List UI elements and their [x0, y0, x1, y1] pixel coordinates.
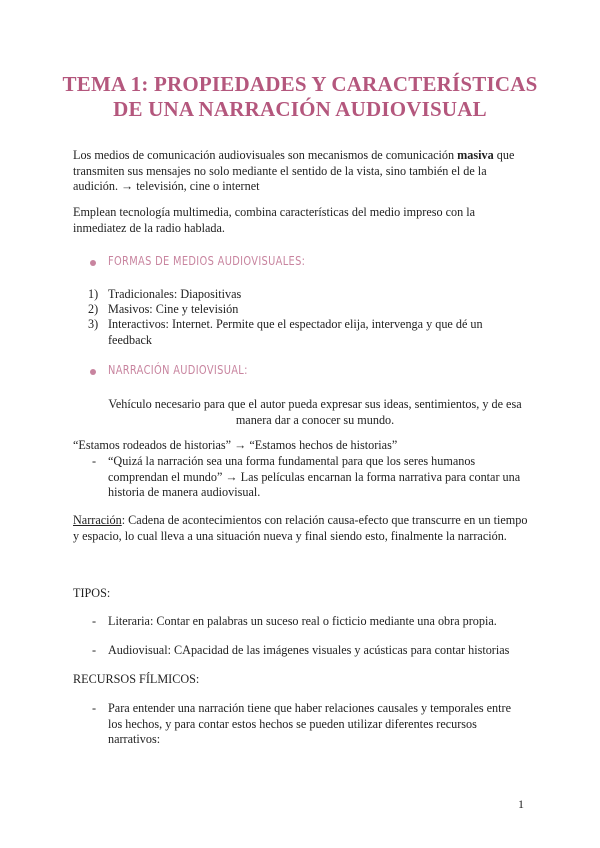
- dash-marker: -: [92, 701, 97, 715]
- multimedia-paragraph: Emplean tecnología multimedia, combina características del medio impreso con la inmediatez de la radio hablada.: [73, 205, 476, 235]
- narracion-paragraph: Narración: Cadena de acontecimientos con relación causa-efecto que transcurre en un tiempo y espacio, lo cual lleva a una situación nueva y final siendo esto, finalmente la narración.: [73, 513, 528, 543]
- title-line-1: TEMA 1: PROPIEDADES Y CARACTERÍSTICAS: [62, 72, 538, 96]
- page-number: 1: [518, 797, 524, 811]
- quote-line: “Estamos rodeados de historias” → “Estamos hechos de historias”: [73, 438, 398, 452]
- tipos-heading: TIPOS:: [73, 586, 111, 600]
- narracion-definition: Vehículo necesario para que el autor pueda expresar sus ideas, sentimientos, y de esa manera dar a conocer su mundo.: [108, 397, 522, 427]
- narracion-term: Narración: [73, 513, 122, 527]
- intro-paragraph: Los medios de comunicación audiovisuales son mecanismos de comunicación masiva que transmiten sus mensajes no solo mediante el sentido de la vista, sino también el de la audición. → televisión, cine o internet: [73, 148, 515, 193]
- tipos-item-audiovisual: Audiovisual: CApacidad de las imágenes visuales y acústicas para contar historias: [108, 643, 510, 657]
- bold-word: masiva: [457, 148, 494, 162]
- title-line-2: DE UNA NARRACIÓN AUDIOVISUAL: [113, 97, 487, 121]
- bullet-dot-icon: [90, 260, 96, 266]
- recursos-heading: RECURSOS FÍLMICOS:: [73, 672, 200, 686]
- bullet-dot-icon: [90, 369, 96, 375]
- tipos-item-literaria: Literaria: Contar en palabras un suceso real o ficticio mediante una obra propia.: [108, 614, 497, 628]
- dash-marker: -: [92, 454, 97, 468]
- page-title: [60, 72, 540, 122]
- document-page: TEMA 1: PROPIEDADES Y CARACTERÍSTICAS DE UNA NARRACIÓN AUDIOVISUAL Los medios de comunicación audiovisuales son mecanismos de comunicación masiva que transmiten sus mensajes no solo mediante el sentido de la vista, sino también el de la audición. → televisión, cine o internet Emplean tecnología multimedia, combina características del medio impreso con la inmediatez de la radio hablada. FORMAS DE MEDIOS AUDIOVISUALES: 1) Tradicionales: Diapositivas 2) Masivos: Cine y televisión 3) Interactivos: Internet. Permite que el espectador elija, intervenga y que dé un feedback NARRACIÓN AUDIOVISUAL: Vehículo necesario para que el autor pueda expresar sus ideas, sentimientos, y de esa manera dar a conocer su mundo. “Estamos rodeados de historias” → “Estamos hechos de historias” - “Quizá la narración sea una forma fundamental para que los seres humanos comprendan el mundo” → Las películas encarnan la forma narrativa para contar una historia de manera audiovisual. Narración: Cadena de acontecimientos con relación causa-efecto que transcurre en un tiempo y espacio, lo cual lleva a una situación nueva y final siendo esto, finalmente la narración. TIPOS: - Literaria: Contar en palabras un suceso real o ficticio mediante una obra propia. - Audiovisual: CApacidad de las imágenes visuales y acústicas para contar historias RECURSOS FÍLMICOS: - Para entender una narración tiene que haber relaciones causales y temporales entre los hechos, y para contar estos hechos se pueden utilizar diferentes recursos narrativos: 1: [0, 0, 600, 848]
- recursos-item: Para entender una narración tiene que haber relaciones causales y temporales entre los hechos, y para contar estos hechos se pueden utilizar diferentes recursos narrativos:: [108, 701, 512, 746]
- dash-marker: -: [92, 643, 97, 657]
- quote-item: “Quizá la narración sea una forma fundamental para que los seres humanos comprendan el mundo” → Las películas encarnan la forma narrativa para contar una historia de manera audiovisual.: [108, 454, 521, 499]
- dash-marker: -: [92, 614, 97, 628]
